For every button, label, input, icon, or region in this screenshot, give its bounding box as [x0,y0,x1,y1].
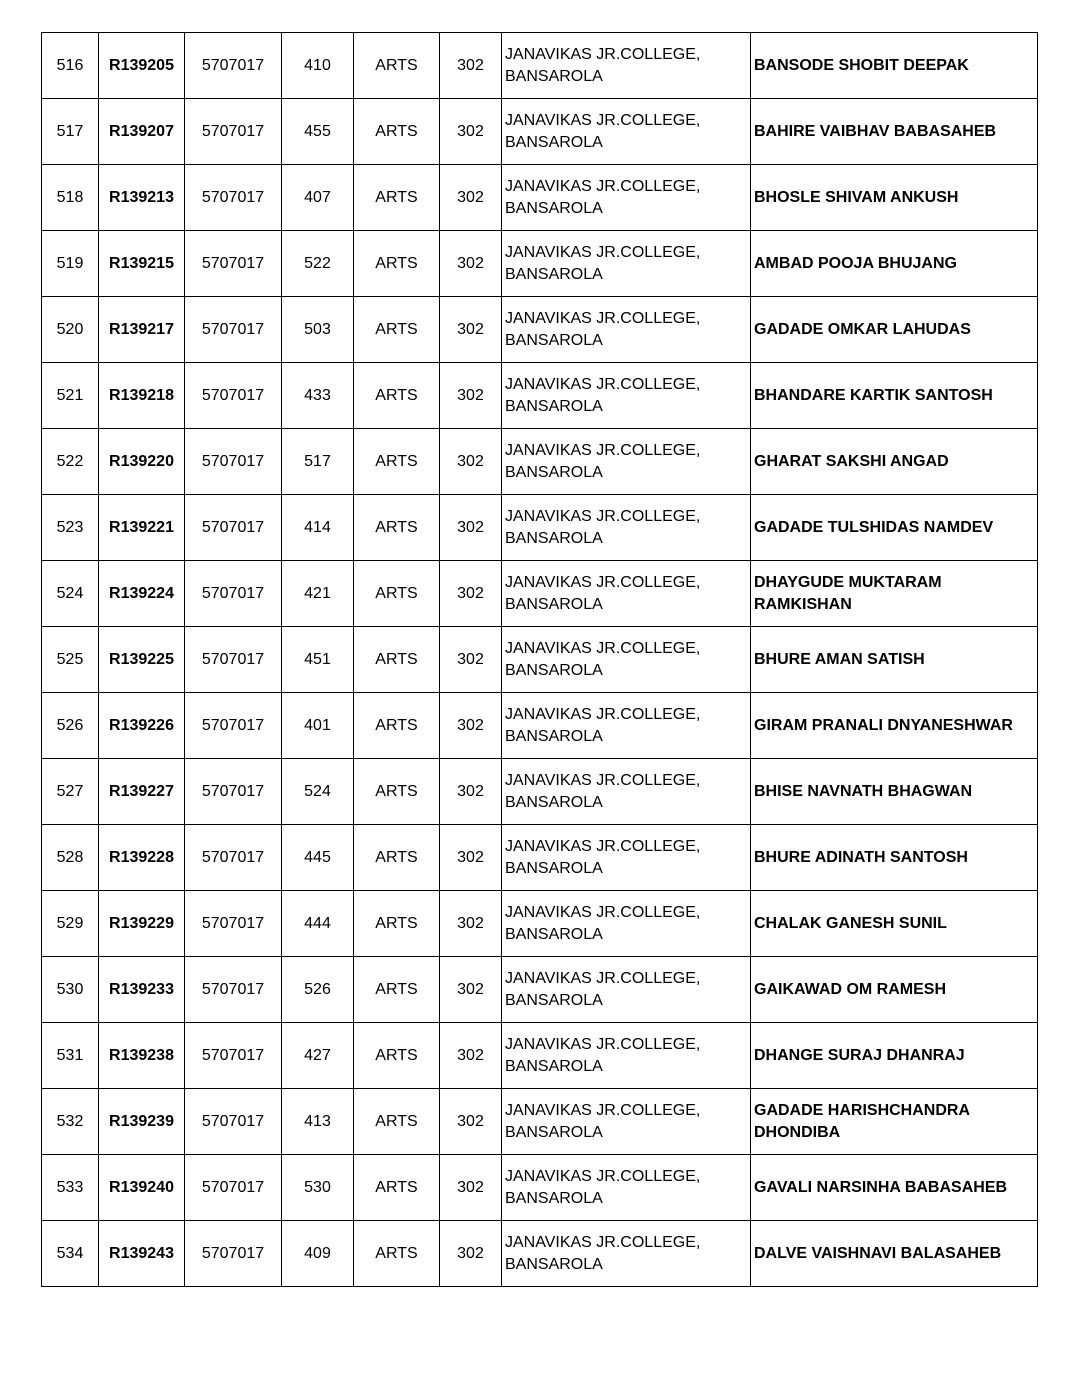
student-name-cell: GADADE HARISHCHANDRA DHONDIBA [751,1089,1038,1155]
center-code-cell: 302 [440,429,502,495]
college-code-cell: 5707017 [185,957,282,1023]
results-table-body [42,33,1038,1287]
college-code-cell: 5707017 [185,1221,282,1287]
college-name-cell [502,363,751,429]
table-row [42,627,1038,693]
college-name-line-2: BANSAROLA [505,793,603,811]
college-code-cell: 5707017 [185,627,282,693]
student-name-cell: BHISE NAVNATH BHAGWAN [751,759,1038,825]
marks-cell: 524 [282,759,354,825]
seat-number-cell: R139215 [99,231,185,297]
center-code-cell: 302 [440,33,502,99]
college-name-line-2: BANSAROLA [505,67,603,85]
college-name-cell [502,825,751,891]
table-row [42,1089,1038,1155]
college-code-cell: 5707017 [185,1023,282,1089]
college-name-cell [502,495,751,561]
seat-number-cell: R139220 [99,429,185,495]
college-name-cell [502,165,751,231]
college-code-cell: 5707017 [185,297,282,363]
center-code-cell: 302 [440,759,502,825]
table-row [42,891,1038,957]
stream-cell: ARTS [354,495,440,561]
stream-cell: ARTS [354,165,440,231]
college-name-line-1: JANAVIKAS JR.COLLEGE, [505,969,701,987]
college-name-line-1: JANAVIKAS JR.COLLEGE, [505,1233,701,1251]
student-name-cell: DHAYGUDE MUKTARAM RAMKISHAN [751,561,1038,627]
serial-number-cell: 529 [42,891,99,957]
table-row [42,429,1038,495]
seat-number-cell: R139221 [99,495,185,561]
stream-cell: ARTS [354,1089,440,1155]
serial-number-cell: 531 [42,1023,99,1089]
marks-cell: 421 [282,561,354,627]
stream-cell: ARTS [354,231,440,297]
college-name-line-1: JANAVIKAS JR.COLLEGE, [505,177,701,195]
serial-number-cell: 520 [42,297,99,363]
table-row [42,825,1038,891]
college-name-cell [502,1221,751,1287]
college-name-line-1: JANAVIKAS JR.COLLEGE, [505,309,701,327]
center-code-cell: 302 [440,231,502,297]
college-name-line-1: JANAVIKAS JR.COLLEGE, [505,441,701,459]
college-code-cell: 5707017 [185,561,282,627]
student-name-cell: AMBAD POOJA BHUJANG [751,231,1038,297]
seat-number-cell: R139218 [99,363,185,429]
college-name-line-2: BANSAROLA [505,925,603,943]
college-code-cell: 5707017 [185,1155,282,1221]
college-code-cell: 5707017 [185,495,282,561]
college-code-cell: 5707017 [185,759,282,825]
results-table [41,32,1038,1287]
table-row [42,561,1038,627]
college-name-line-2: BANSAROLA [505,331,603,349]
serial-number-cell: 522 [42,429,99,495]
stream-cell: ARTS [354,33,440,99]
college-name-cell [502,1089,751,1155]
college-name-cell [502,693,751,759]
college-name-line-2: BANSAROLA [505,1123,603,1141]
center-code-cell: 302 [440,1089,502,1155]
table-row [42,363,1038,429]
serial-number-cell: 518 [42,165,99,231]
college-name-cell [502,99,751,165]
marks-cell: 522 [282,231,354,297]
college-name-cell [502,1155,751,1221]
marks-cell: 413 [282,1089,354,1155]
serial-number-cell: 527 [42,759,99,825]
center-code-cell: 302 [440,1221,502,1287]
college-name-line-2: BANSAROLA [505,1189,603,1207]
stream-cell: ARTS [354,1023,440,1089]
college-name-cell [502,891,751,957]
college-name-line-2: BANSAROLA [505,463,603,481]
college-name-line-1: JANAVIKAS JR.COLLEGE, [505,1035,701,1053]
marks-cell: 455 [282,99,354,165]
college-name-line-1: JANAVIKAS JR.COLLEGE, [505,45,701,63]
marks-cell: 427 [282,1023,354,1089]
student-name-cell: BHOSLE SHIVAM ANKUSH [751,165,1038,231]
seat-number-cell: R139238 [99,1023,185,1089]
seat-number-cell: R139207 [99,99,185,165]
serial-number-cell: 516 [42,33,99,99]
stream-cell: ARTS [354,561,440,627]
college-name-cell [502,759,751,825]
serial-number-cell: 526 [42,693,99,759]
stream-cell: ARTS [354,759,440,825]
serial-number-cell: 533 [42,1155,99,1221]
center-code-cell: 302 [440,561,502,627]
college-code-cell: 5707017 [185,99,282,165]
marks-cell: 444 [282,891,354,957]
student-name-cell: GAIKAWAD OM RAMESH [751,957,1038,1023]
center-code-cell: 302 [440,363,502,429]
college-name-line-2: BANSAROLA [505,991,603,1009]
college-name-cell [502,957,751,1023]
college-code-cell: 5707017 [185,33,282,99]
college-name-cell [502,231,751,297]
seat-number-cell: R139243 [99,1221,185,1287]
college-name-cell [502,627,751,693]
college-name-line-1: JANAVIKAS JR.COLLEGE, [505,243,701,261]
student-name-cell: GAVALI NARSINHA BABASAHEB [751,1155,1038,1221]
center-code-cell: 302 [440,627,502,693]
student-name-cell: CHALAK GANESH SUNIL [751,891,1038,957]
college-name-cell [502,429,751,495]
seat-number-cell: R139239 [99,1089,185,1155]
serial-number-cell: 532 [42,1089,99,1155]
table-row [42,1221,1038,1287]
college-code-cell: 5707017 [185,363,282,429]
marks-cell: 451 [282,627,354,693]
center-code-cell: 302 [440,1023,502,1089]
college-name-line-1: JANAVIKAS JR.COLLEGE, [505,639,701,657]
college-name-cell [502,561,751,627]
stream-cell: ARTS [354,363,440,429]
seat-number-cell: R139205 [99,33,185,99]
seat-number-cell: R139229 [99,891,185,957]
serial-number-cell: 530 [42,957,99,1023]
center-code-cell: 302 [440,1155,502,1221]
marks-cell: 407 [282,165,354,231]
student-name-cell: BHANDARE KARTIK SANTOSH [751,363,1038,429]
student-name-cell: GADADE OMKAR LAHUDAS [751,297,1038,363]
student-name-cell: DHANGE SURAJ DHANRAJ [751,1023,1038,1089]
marks-cell: 401 [282,693,354,759]
student-name-cell: DALVE VAISHNAVI BALASAHEB [751,1221,1038,1287]
college-code-cell: 5707017 [185,825,282,891]
serial-number-cell: 524 [42,561,99,627]
table-row [42,297,1038,363]
college-name-line-2: BANSAROLA [505,133,603,151]
student-name-cell: BHURE ADINATH SANTOSH [751,825,1038,891]
marks-cell: 433 [282,363,354,429]
table-row [42,99,1038,165]
seat-number-cell: R139213 [99,165,185,231]
college-name-line-1: JANAVIKAS JR.COLLEGE, [505,1167,701,1185]
table-row [42,495,1038,561]
table-row [42,33,1038,99]
center-code-cell: 302 [440,825,502,891]
college-code-cell: 5707017 [185,231,282,297]
college-code-cell: 5707017 [185,165,282,231]
serial-number-cell: 525 [42,627,99,693]
marks-cell: 409 [282,1221,354,1287]
serial-number-cell: 528 [42,825,99,891]
marks-cell: 445 [282,825,354,891]
serial-number-cell: 519 [42,231,99,297]
college-name-line-1: JANAVIKAS JR.COLLEGE, [505,837,701,855]
student-name-cell: BANSODE SHOBIT DEEPAK [751,33,1038,99]
college-code-cell: 5707017 [185,891,282,957]
college-name-line-2: BANSAROLA [505,199,603,217]
student-name-cell: GIRAM PRANALI DNYANESHWAR [751,693,1038,759]
table-row [42,1155,1038,1221]
stream-cell: ARTS [354,693,440,759]
seat-number-cell: R139225 [99,627,185,693]
college-name-line-1: JANAVIKAS JR.COLLEGE, [505,111,701,129]
stream-cell: ARTS [354,429,440,495]
serial-number-cell: 523 [42,495,99,561]
seat-number-cell: R139224 [99,561,185,627]
marks-cell: 414 [282,495,354,561]
stream-cell: ARTS [354,297,440,363]
college-name-line-1: JANAVIKAS JR.COLLEGE, [505,705,701,723]
center-code-cell: 302 [440,165,502,231]
marks-cell: 410 [282,33,354,99]
seat-number-cell: R139227 [99,759,185,825]
stream-cell: ARTS [354,891,440,957]
student-name-cell: BAHIRE VAIBHAV BABASAHEB [751,99,1038,165]
stream-cell: ARTS [354,825,440,891]
college-name-line-1: JANAVIKAS JR.COLLEGE, [505,507,701,525]
marks-cell: 517 [282,429,354,495]
college-name-line-2: BANSAROLA [505,727,603,745]
seat-number-cell: R139226 [99,693,185,759]
marks-cell: 530 [282,1155,354,1221]
college-name-cell [502,297,751,363]
stream-cell: ARTS [354,627,440,693]
stream-cell: ARTS [354,1155,440,1221]
college-name-cell [502,1023,751,1089]
college-name-line-1: JANAVIKAS JR.COLLEGE, [505,771,701,789]
college-name-line-1: JANAVIKAS JR.COLLEGE, [505,903,701,921]
center-code-cell: 302 [440,957,502,1023]
college-name-line-2: BANSAROLA [505,265,603,283]
table-row [42,231,1038,297]
stream-cell: ARTS [354,99,440,165]
student-name-cell: BHURE AMAN SATISH [751,627,1038,693]
student-name-cell: GHARAT SAKSHI ANGAD [751,429,1038,495]
college-name-line-1: JANAVIKAS JR.COLLEGE, [505,1101,701,1119]
student-name-cell: GADADE TULSHIDAS NAMDEV [751,495,1038,561]
center-code-cell: 302 [440,99,502,165]
marks-cell: 526 [282,957,354,1023]
college-name-line-1: JANAVIKAS JR.COLLEGE, [505,375,701,393]
serial-number-cell: 521 [42,363,99,429]
serial-number-cell: 517 [42,99,99,165]
college-code-cell: 5707017 [185,429,282,495]
center-code-cell: 302 [440,693,502,759]
serial-number-cell: 534 [42,1221,99,1287]
table-row [42,693,1038,759]
college-name-line-2: BANSAROLA [505,1255,603,1273]
college-code-cell: 5707017 [185,1089,282,1155]
college-name-line-2: BANSAROLA [505,397,603,415]
seat-number-cell: R139240 [99,1155,185,1221]
college-name-line-2: BANSAROLA [505,859,603,877]
college-code-cell: 5707017 [185,693,282,759]
stream-cell: ARTS [354,1221,440,1287]
center-code-cell: 302 [440,891,502,957]
college-name-line-2: BANSAROLA [505,661,603,679]
seat-number-cell: R139217 [99,297,185,363]
college-name-line-2: BANSAROLA [505,595,603,613]
table-row [42,957,1038,1023]
stream-cell: ARTS [354,957,440,1023]
table-row [42,1023,1038,1089]
seat-number-cell: R139233 [99,957,185,1023]
marks-cell: 503 [282,297,354,363]
table-row [42,759,1038,825]
college-name-line-1: JANAVIKAS JR.COLLEGE, [505,573,701,591]
seat-number-cell: R139228 [99,825,185,891]
table-row [42,165,1038,231]
college-name-line-2: BANSAROLA [505,529,603,547]
college-name-cell [502,33,751,99]
college-name-line-2: BANSAROLA [505,1057,603,1075]
center-code-cell: 302 [440,495,502,561]
center-code-cell: 302 [440,297,502,363]
